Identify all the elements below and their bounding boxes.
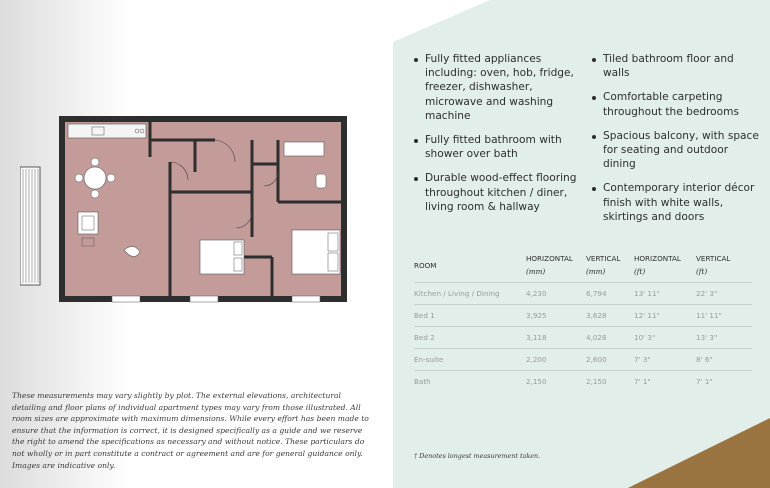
table-row	[414, 349, 752, 371]
cell-value: 3,118	[526, 327, 586, 349]
cell-value: 2,150	[586, 371, 634, 393]
disclaimer-text: These measurements may vary slightly by plot. The external elevations, architectural detailing and floor plans of individual apartment types may vary from those illustrated. All room sizes are approximate with maximum dimensions. While every effort has been made to ensure that the information is correct, it is designed specifically as a guide and we reserve the right to amend the specifications as necessary and without notice. These particulars do not wholly or in part constitute a contract or agreement and are for general guidance only. Images are indicative only.	[12, 391, 369, 470]
cell-room: En-suite	[414, 349, 526, 371]
header-horizontal-mm: HORIZONTAL (mm)	[526, 254, 573, 276]
cell-value: 10' 3"	[634, 327, 696, 349]
feature-column-left	[412, 52, 580, 224]
cell-value: 2,200	[526, 349, 586, 371]
feature-item: Spacious balcony, with space for seating and outdoor dining	[590, 129, 762, 172]
room-dimensions-table	[414, 254, 752, 392]
table-row	[414, 371, 752, 393]
table-row	[414, 305, 752, 327]
cell-room: Kitchen / Living / Dining	[414, 283, 526, 305]
table-row	[414, 327, 752, 349]
cell-value: 7' 1"	[634, 371, 696, 393]
table-row	[414, 283, 752, 305]
cell-room: Bath	[414, 371, 526, 393]
cell-value: 22' 3"	[696, 283, 752, 305]
cell-value: 13' 11"	[634, 283, 696, 305]
cell-value: 3,925	[526, 305, 586, 327]
cell-value: 7' 1"	[696, 371, 752, 393]
cell-value: 2,150	[526, 371, 586, 393]
feature-column-right	[590, 52, 762, 234]
cell-value: 3,628	[586, 305, 634, 327]
header-room: ROOM	[414, 260, 437, 270]
header-horizontal-ft: HORIZONTAL (ft)	[634, 254, 681, 276]
cell-value: 11' 11"	[696, 305, 752, 327]
cell-value: 12' 11"	[634, 305, 696, 327]
footnote: † Denotes longest measurement taken.	[414, 452, 541, 460]
floor-plan	[20, 112, 350, 307]
cell-value: 6,794	[586, 283, 634, 305]
cell-value: 13' 3"	[696, 327, 752, 349]
cell-value: 4,230	[526, 283, 586, 305]
cell-value: 7' 3"	[634, 349, 696, 371]
feature-item: Durable wood-effect flooring throughout kitchen / diner, living room & hallway	[412, 171, 580, 214]
table-header-row	[414, 254, 752, 283]
cell-value: 2,600	[586, 349, 634, 371]
feature-item: Comfortable carpeting throughout the bedrooms	[590, 90, 762, 118]
cell-room: Bed 1	[414, 305, 526, 327]
cell-value: 4,028	[586, 327, 634, 349]
header-vertical-ft: VERTICAL (ft)	[696, 254, 731, 276]
header-vertical-mm: VERTICAL (mm)	[586, 254, 621, 276]
feature-item: Tiled bathroom floor and walls	[590, 52, 762, 80]
feature-item: Fully fitted bathroom with shower over bath	[412, 133, 580, 161]
feature-item: Fully fitted appliances including: oven, hob, fridge, freezer, dishwasher, microwave and washing machine	[412, 52, 580, 123]
feature-item: Contemporary interior décor finish with white walls, skirtings and doors	[590, 181, 762, 224]
cell-room: Bed 2	[414, 327, 526, 349]
cell-value: 8' 6"	[696, 349, 752, 371]
